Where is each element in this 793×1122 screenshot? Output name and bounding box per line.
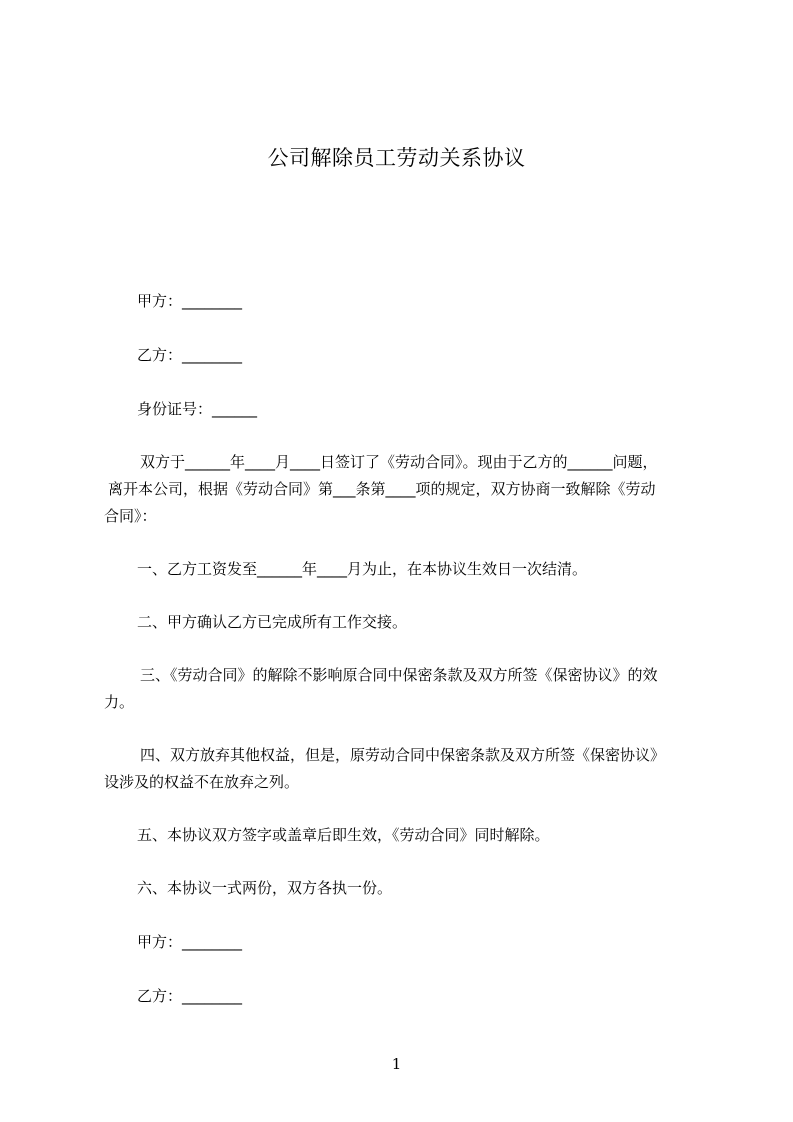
id-number-field: 身份证号：______ [137,400,258,418]
intro-line-3: 合同》： [104,507,157,525]
party-a-field-bottom: 甲方：________ [137,933,243,951]
clause-4-line-2: 设涉及的权益不在放弃之列。 [104,773,300,791]
clause-6: 六、本协议一式两份，双方各执一份。 [137,879,393,897]
clause-4-line-1: 四、双方放弃其他权益，但是，原劳动合同中保密条款及双方所签《保密协议》 [140,746,666,764]
clause-1: 一、乙方工资发至______年____月为止，在本协议生效日一次结清。 [137,560,588,578]
intro-line-2: 离开本公司，根据《劳动合同》第___条第____项的规定，双方协商一致解除《劳动 [108,480,656,498]
party-a-field-top: 甲方：________ [137,292,243,310]
intro-line-1: 双方于______年____月____日签订了《劳动合同》。现由于乙方的______问题， [140,453,658,471]
clause-3-line-1: 三、《劳动合同》的解除不影响原合同中保密条款及双方所签《保密协议》的效 [140,666,658,684]
party-b-field-bottom: 乙方：________ [137,987,243,1005]
clause-3-line-2: 力。 [104,693,135,711]
page-number: 1 [391,1055,402,1073]
clause-5: 五、本协议双方签字或盖章后即生效，《劳动合同》同时解除。 [137,826,550,844]
document-title: 公司解除员工劳动关系协议 [267,146,526,170]
party-b-field-top: 乙方：________ [137,346,243,364]
clause-2: 二、甲方确认乙方已完成所有工作交接。 [137,613,408,631]
